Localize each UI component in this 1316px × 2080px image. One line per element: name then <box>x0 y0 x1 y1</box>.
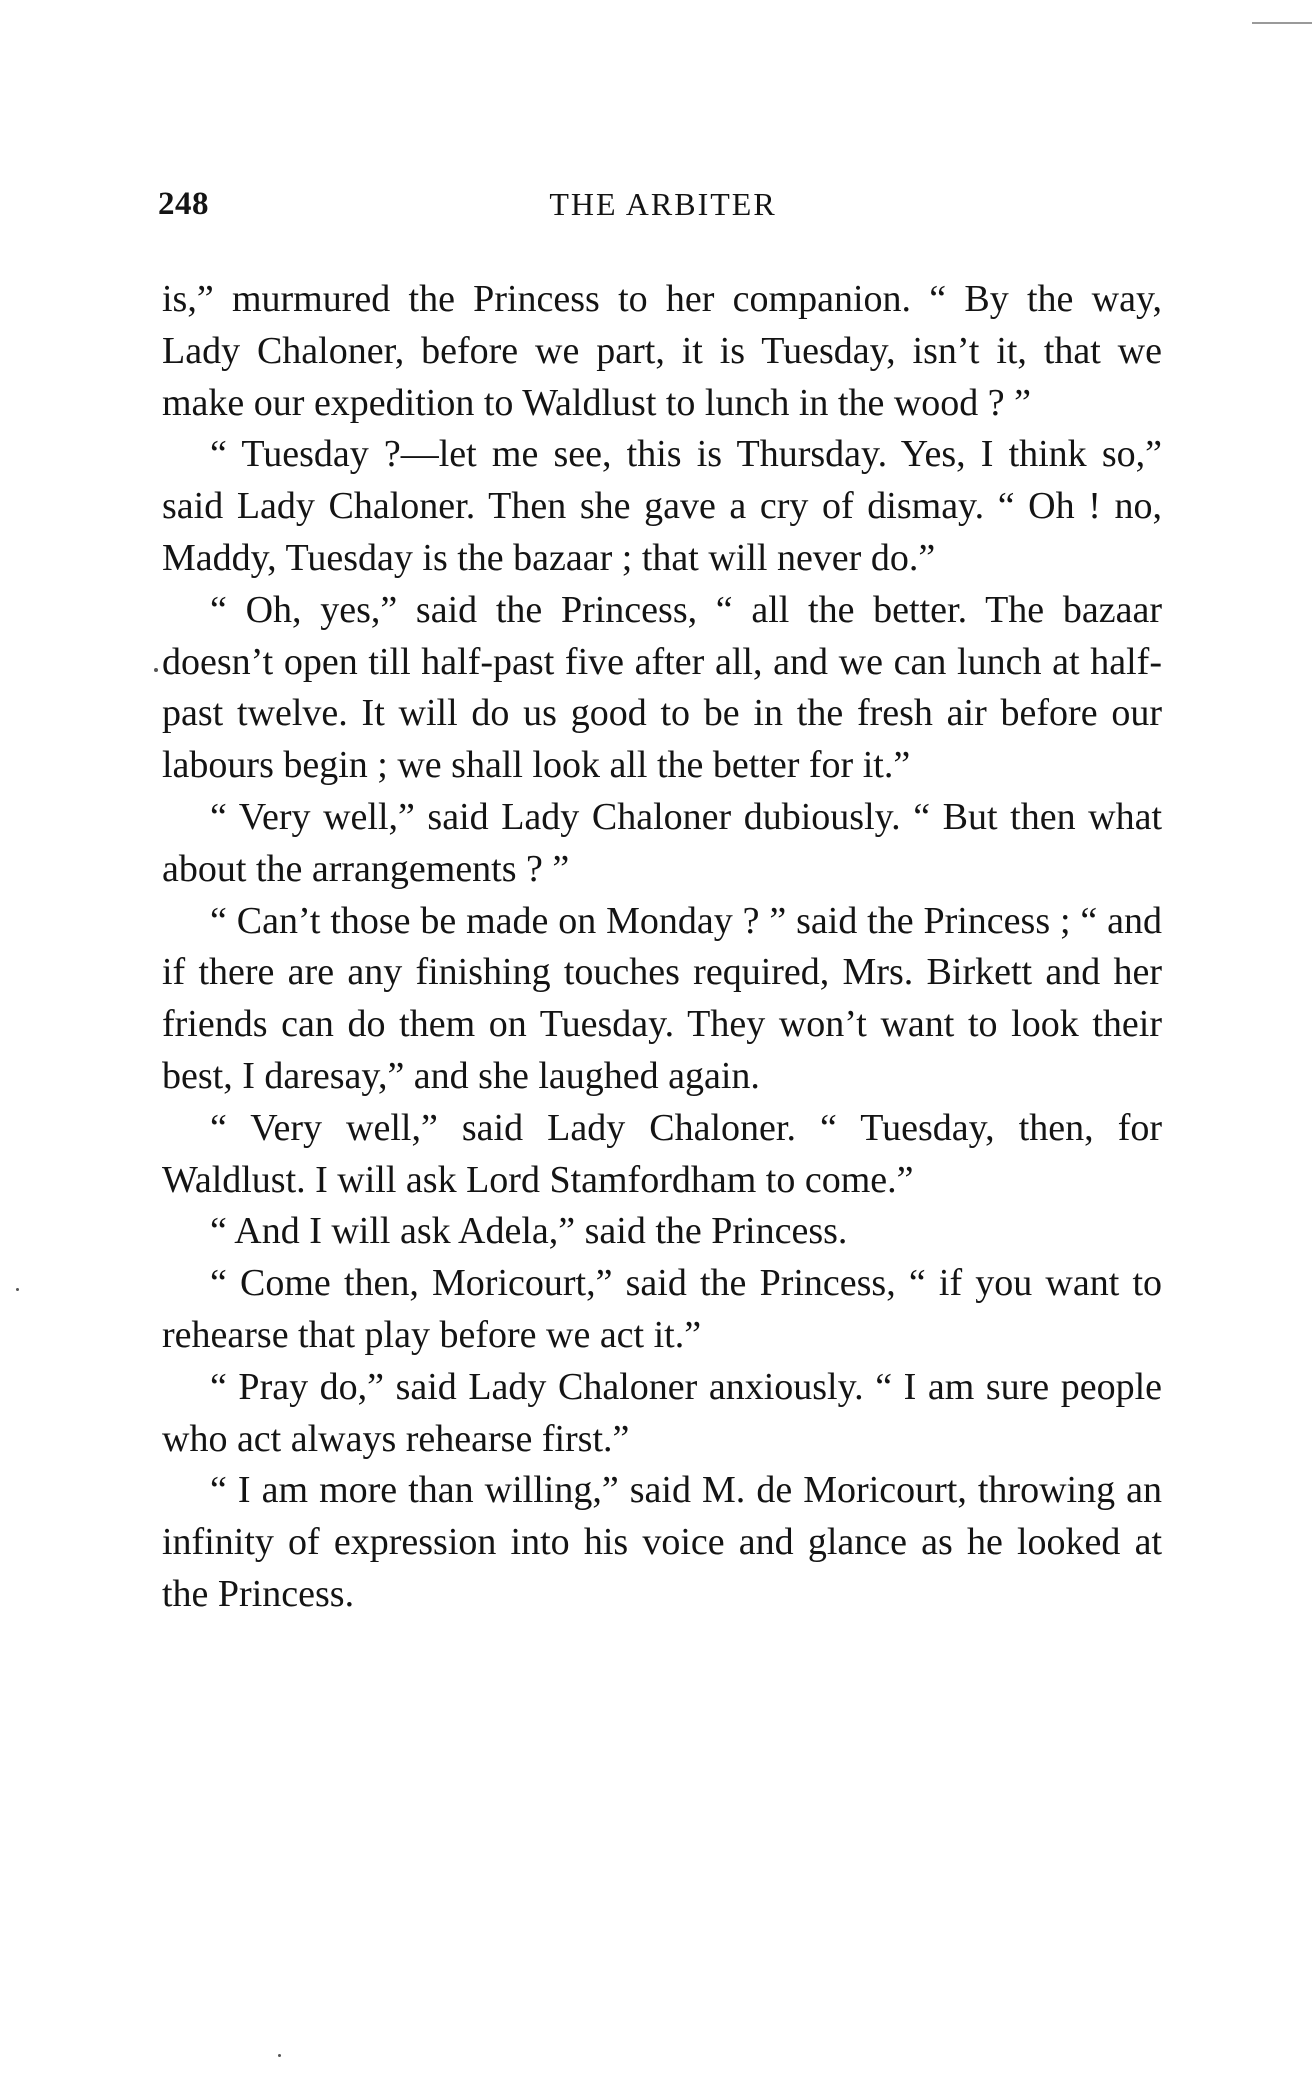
print-speck <box>154 668 158 672</box>
paragraph: “ Very well,” said Lady Chaloner. “ Tuesday, then, for Waldlust. I will ask Lord Stamfordham to come.” <box>162 1106 1162 1201</box>
running-title: THE ARBITER <box>549 186 777 222</box>
paragraph: “ I am more than willing,” said M. de Moricourt, throwing an infinity of expression into his voice and glance as he looked at the Princess. <box>162 1469 1162 1615</box>
paragraph: “ Can’t those be made on Monday ? ” said the Princess ; “ and if there are any finishing touches required, Mrs. Birkett and her friends can do them on Tuesday. They won’t want to look their best, I daresay,” and she laughed again. <box>162 899 1162 1097</box>
top-rule <box>1252 22 1312 24</box>
paragraph: “ Very well,” said Lady Chaloner dubiously. “ But then what about the arrangements ? ” <box>162 795 1162 890</box>
page-number: 248 <box>158 186 209 222</box>
body-text <box>162 274 1162 1621</box>
print-speck <box>278 2054 281 2057</box>
paragraph: “ Pray do,” said Lady Chaloner anxiously. “ I am sure people who act always rehearse first.” <box>162 1365 1162 1460</box>
paragraph: “ Oh, yes,” said the Princess, “ all the better. The bazaar doesn’t open till half-past five after all, and we can lunch at half-past twelve. It will do us good to be in the fresh air before our labours begin ; we shall look all the better for it.” <box>162 588 1162 787</box>
paragraph: “ Tuesday ?—let me see, this is Thursday. Yes, I think so,” said Lady Chaloner. Then she gave a cry of dismay. “ Oh ! no, Maddy, Tuesday is the bazaar ; that will never do.” <box>162 433 1162 579</box>
print-speck <box>16 1288 19 1291</box>
paragraph: “ Come then, Moricourt,” said the Princess, “ if you want to rehearse that play before we act it.” <box>162 1262 1162 1356</box>
running-header <box>158 186 1168 236</box>
paragraph: “ And I will ask Adela,” said the Princess. <box>210 1210 848 1253</box>
paragraph: is,” murmured the Princess to her companion. “ By the way, Lady Chaloner, before we part, it is Tuesday, isn’t it, that we make our expedition to Waldlust to lunch in the wood ? ” <box>162 278 1162 424</box>
